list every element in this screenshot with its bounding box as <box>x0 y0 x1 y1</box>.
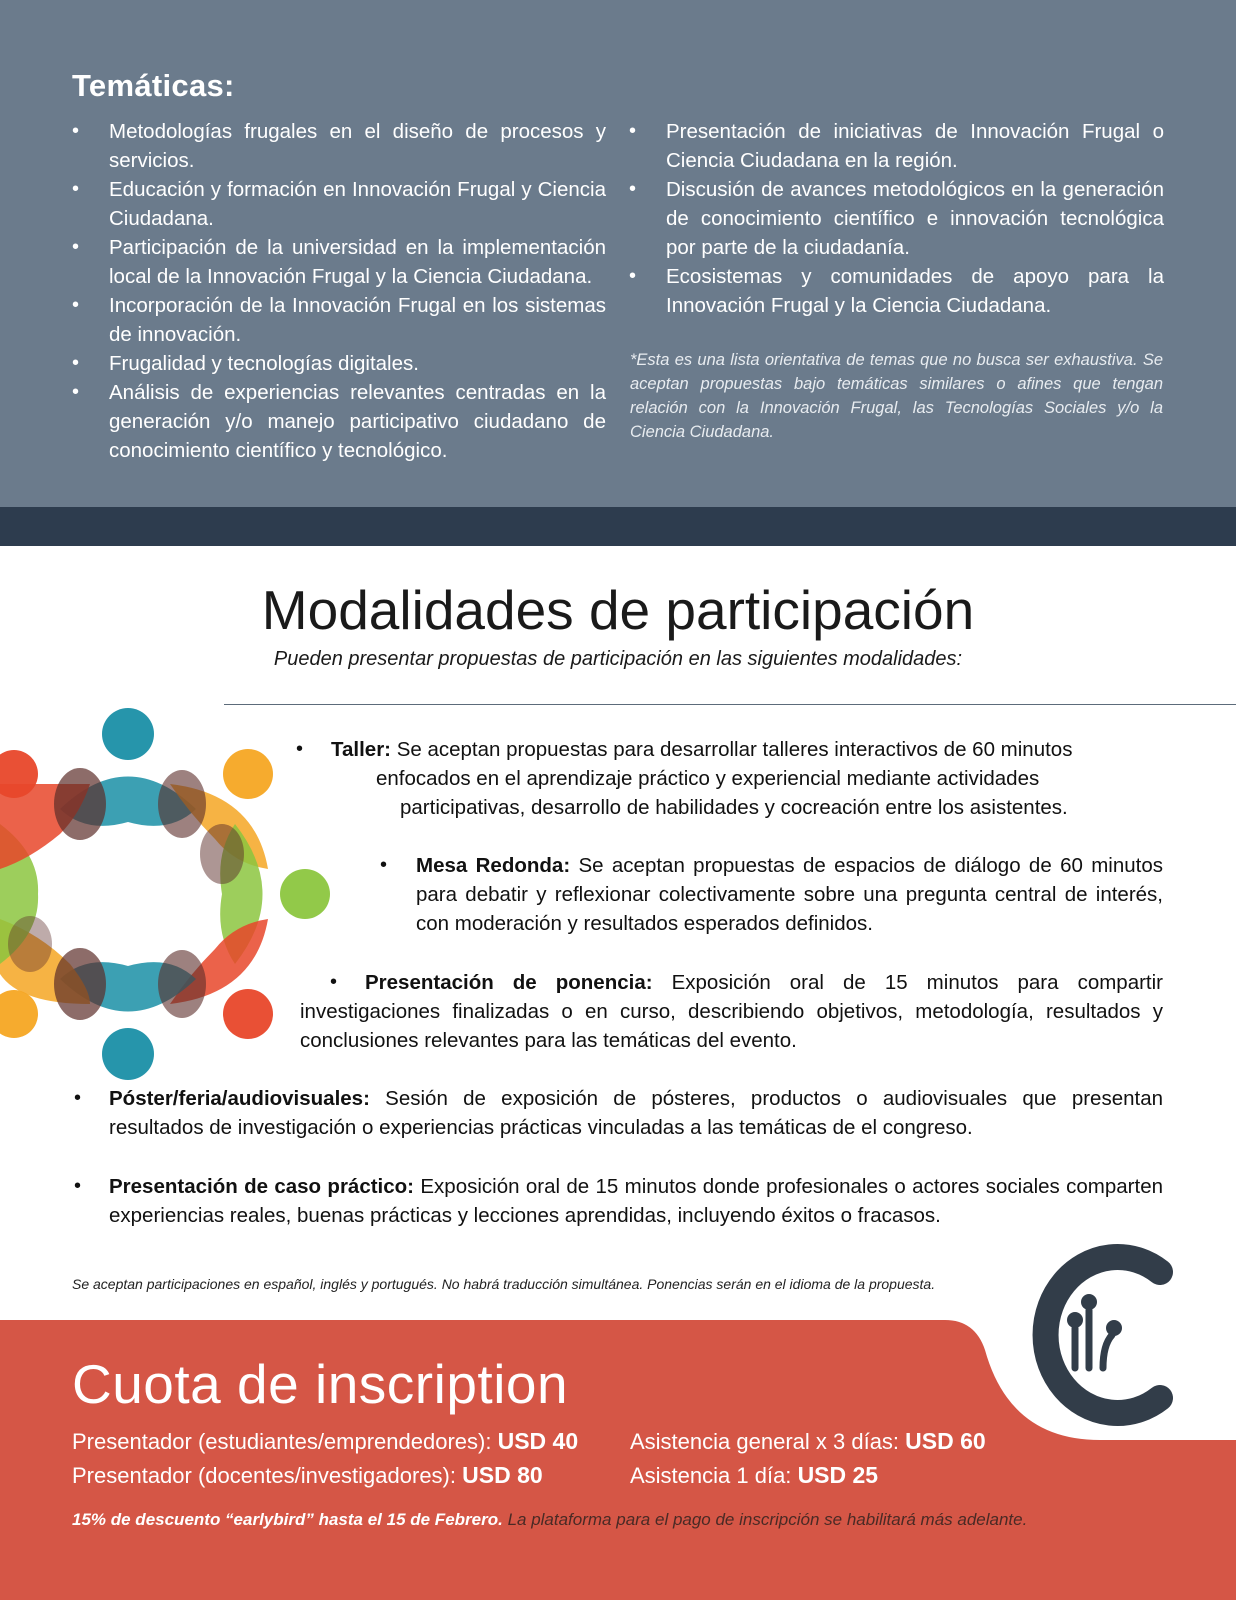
modalities-title: Modalidades de participación <box>261 579 975 641</box>
bullet-icon: • <box>330 971 338 993</box>
fee-price: USD 25 <box>797 1462 879 1488</box>
modality-text: Se aceptan propuestas para desarrollar talleres interactivos de 60 minutos <box>396 738 1073 761</box>
bullet-icon: • <box>296 738 304 760</box>
fee-price: USD 40 <box>497 1428 579 1454</box>
topic-item: • Análisis de experiencias relevantes centradas en la generación y/o manejo participativo ciudadano de conocimiento científico y tecnológico. <box>72 378 606 465</box>
topics-section <box>0 0 1236 507</box>
fee-item <box>72 1462 543 1489</box>
modality-ponencia <box>300 968 1163 1055</box>
fee-item <box>72 1428 578 1455</box>
modality-caso-practico <box>109 1172 1163 1230</box>
topic-item: • Frugalidad y tecnologías digitales. <box>72 349 606 378</box>
fees-background <box>0 1240 1236 1600</box>
citizen-science-logo-icon <box>1046 1257 1160 1413</box>
section-divider-band <box>0 507 1236 546</box>
fee-price: USD 80 <box>462 1462 543 1488</box>
bullet-icon: • <box>380 854 388 876</box>
modality-taller <box>331 735 1163 822</box>
fee-item <box>630 1462 878 1489</box>
divider-line <box>224 704 1236 705</box>
modality-text: enfocados en el aprendizaje práctico y experiencial mediante actividades <box>376 767 1040 790</box>
bullet-icon: • <box>74 1087 82 1109</box>
modality-text: Sesión de exposición de pósteres, productos o audiovisuales que presentan resultados de investigación o experiencias prácticas vinculadas a las temáticas de el congreso. <box>109 1087 1163 1139</box>
fees-title: Cuota de inscription <box>72 1353 569 1415</box>
modality-label: Mesa Redonda: <box>416 854 571 877</box>
fees-footer-note <box>72 1510 1027 1530</box>
topic-item: • Presentación de iniciativas de Innovación Frugal o Ciencia Ciudadana en la región. <box>629 117 1164 175</box>
fee-price: USD 60 <box>905 1428 986 1454</box>
modality-text: participativas, desarrollo de habilidades y cocreación entre los asistentes. <box>400 796 1068 819</box>
fee-label: Presentador (docentes/investigadores): <box>72 1463 456 1488</box>
bullet-icon: • <box>74 1175 82 1197</box>
modalities-subtitle: Pueden presentar propuestas de participación en las siguientes modalidades: <box>273 648 963 670</box>
modality-label: Presentación de ponencia: <box>365 971 653 994</box>
topics-list-left <box>72 117 606 465</box>
modality-label: Póster/feria/audiovisuales: <box>109 1087 370 1110</box>
modality-label: Presentación de caso práctico: <box>109 1175 415 1198</box>
topic-item: • Educación y formación en Innovación Frugal y Ciencia Ciudadana. <box>72 175 606 233</box>
platform-note: La plataforma para el pago de inscripción se habilitará más adelante. <box>507 1510 1028 1529</box>
topic-item: • Incorporación de la Innovación Frugal en los sistemas de innovación. <box>72 291 606 349</box>
fee-label: Asistencia general x 3 días: <box>630 1429 900 1454</box>
topics-disclaimer: *Esta es una lista orientativa de temas que no busca ser exhaustiva. Se aceptan propuestas bajo temáticas similares o afines que tengan relación con la Innovación Frugal, las Tecnologías Sociales y/o la Ciencia Ciudadana. <box>630 351 1163 441</box>
topics-heading: Temáticas: <box>72 68 235 103</box>
topic-item: • Participación de la universidad en la implementación local de la Innovación Frugal y la Ciencia Ciudadana. <box>72 233 606 291</box>
topic-item: • Discusión de avances metodológicos en la generación de conocimiento científico e innovación tecnológica por parte de la ciudadanía. <box>629 175 1164 262</box>
modality-text: Se aceptan propuestas de espacios de diálogo de 60 minutos para debatir y reflexionar colectivamente sobre una pregunta central de interés, con moderación y resultados esperados definidos. <box>416 854 1163 935</box>
modality-poster <box>109 1084 1163 1142</box>
fee-label: Asistencia 1 día: <box>630 1463 792 1488</box>
modality-text: Exposición oral de 15 minutos para compartir investigaciones finalizadas o en curso, describiendo objetivos, metodología, resultados y conclusiones relevantes para las temáticas del evento. <box>300 971 1164 1052</box>
language-note: Se aceptan participaciones en español, inglés y portugués. No habrá traducción simultánea. Ponencias serán en el idioma de la propuesta. <box>72 1276 936 1292</box>
fee-item <box>630 1428 986 1455</box>
topic-item: • Ecosistemas y comunidades de apoyo para la Innovación Frugal y la Ciencia Ciudadana. <box>629 262 1164 320</box>
modality-text: Exposición oral de 15 minutos donde profesionales o actores sociales comparten experiencias reales, buenas prácticas y lecciones aprendidas, incluyendo éxitos o fracasos. <box>109 1175 1164 1227</box>
modality-label: Taller: <box>331 738 391 761</box>
fee-label: Presentador (estudiantes/emprendedores): <box>72 1429 492 1454</box>
topics-list-right <box>629 117 1164 320</box>
topic-item: • Metodologías frugales en el diseño de procesos y servicios. <box>72 117 606 175</box>
modality-mesa-redonda <box>416 851 1163 938</box>
community-people-icon <box>0 704 338 1084</box>
discount-note: 15% de descuento “earlybird” hasta el 15 de Febrero. <box>72 1510 503 1529</box>
